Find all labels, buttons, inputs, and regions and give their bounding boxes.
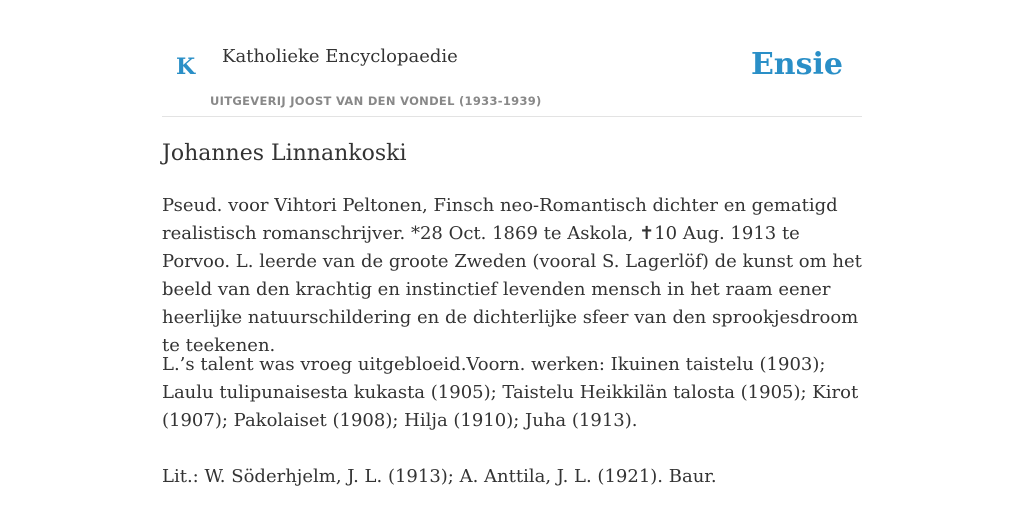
article-paragraph-1 [162,192,862,360]
article-title: Johannes Linnankoski [162,141,407,166]
site-title-link[interactable]: Katholieke Encyclopaedie [222,46,458,67]
paragraph-1-text-end: 10 Aug. 1913 te Porvoo. L. leerde van de groote Zweden (vooral S. Lagerlöf) de kunst om het beeld van den krachtig en instinctief levenden mensch in het raam eener heerlijke natuurschildering en de dichterlijke sfeer van den sprookjesdroom te teekenen. [162,223,862,356]
article-paragraph-2: L.’s talent was vroeg uitgebloeid.Voorn. werken: Ikuinen taistelu (1903); Laulu tulipunaisesta kukasta (1905); Taistelu Heikkilän talosta (1905); Kirot (1907); Pakolaiset (1908); Hilja (1910); Juha (1913). [162,354,859,431]
encyclopedia-logo-icon[interactable]: K [176,54,196,80]
literature-references: Lit.: W. Söderhjelm, J. L. (1913); A. Anttila, J. L. (1921). Baur. [162,466,717,487]
page-container [162,0,862,512]
site-header [162,0,862,117]
paragraph-1-text-start: Pseud. voor Vihtori Peltonen, Finsch neo-Romantisch dichter en gematigd realistisch romanschrijver. *28 Oct. 1869 te Askola, [162,195,838,244]
ensie-brand-logo[interactable]: Ensie [750,47,843,82]
publisher-label: UITGEVERIJ JOOST VAN DEN VONDEL (1933-1939) [210,94,542,108]
dagger-death-symbol: ✝ [639,223,655,244]
